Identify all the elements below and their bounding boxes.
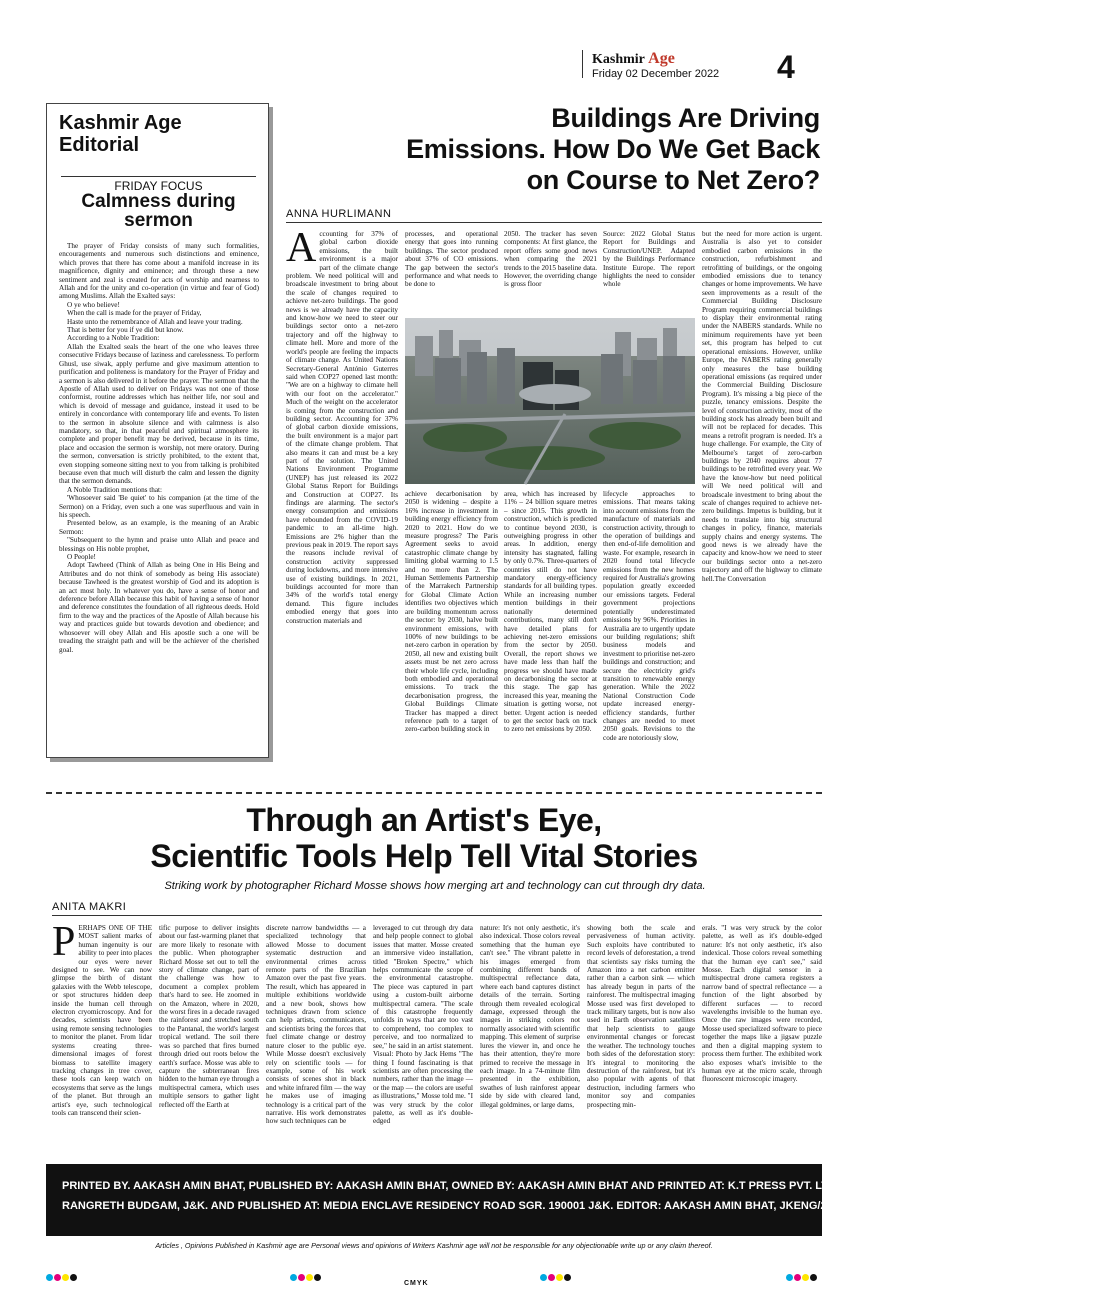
editorial-paragraph: According to a Noble Tradition: [67,334,160,343]
editorial-body [59,242,259,654]
article1-column-4-top [603,230,695,314]
column-text: Source: 2022 Global Status Report for Buildings and Construction/UNEP. Adapted by the Buildings Performance Institute Europe. The report highlights the need to consider whole [603,230,695,289]
masthead [592,50,802,86]
byline-rule [52,915,822,916]
article2-column-5 [480,924,580,1150]
black-dot-icon [810,1274,817,1281]
column-text: area, which has increased by 11% – 24 billion square metres – since 2015. This growth in construction, which is predicted to continue beyond 2030, is outweighing progress in other areas. In addition, energy intensity has stagnated, falling by only 0.7%. Three-quarters of countries still do not have mandatory energy-efficiency standards for all building types. While an increasing number mention buildings in their nationally determined contributions, many still don't have detailed plans for achieving net-zero emissions from the sector by 2050. Overall, the report shows we have made less than half the progress we should have made on decarbonising the sector at this stage. The gap has increased this year, meaning the situation is getting worse, not better. Urgent action is needed to get the sector back on track to zero net emissions by 2050. [504,490,597,734]
logo-word-age: Age [648,50,675,67]
magenta-dot-icon [548,1274,555,1281]
issue-date: Friday 02 December 2022 [592,68,720,80]
imprint-bar [46,1164,1107,1236]
editorial-title-line: Calmness during [81,191,236,212]
editorial-heading-line: Editorial [59,134,140,156]
editorial-kicker: FRIDAY FOCUS [61,176,256,193]
article1-column-4-bottom [603,490,695,758]
column-text: 2050. The tracker has seven components: At first glance, the report offers some good news when comparing the 2021 trends to the 2015 baseline data. However, the overriding change is gross floor [504,230,597,289]
city-aerial-illustration [405,318,695,484]
headline-line: Emissions. How Do We Get Back [406,134,820,164]
editorial-paragraph: Presented below, as an example, is the meaning of an Arabic Sermon: [59,519,259,536]
headline-line: Buildings Are Driving [551,103,820,133]
column-text: nature: It's not only aesthetic, it's also indexical. Those colors reveal something that the human eye can't see." The vibrant palette in his images emerged from combining different bands of multispectral reflectance data, where each band captures distinct details of the terrain. Sorting through them revealed ecological damage, expressed through the images in striking colors not normally associated with scientific mapping. This element of surprise lures the viewer in, and once he has their attention, they're more primed to receive the message in each image. In a 74-minute film presented in the exhibition, swathes of lush rainforest appear side by side with cleared land, illegal goldmines, or large dams, [480,924,580,1109]
column-text: showing both the scale and pervasiveness of human activity. Such exploits have contributed to record levels of deforestation, a trend that scientists say risks turning the Amazon into a net carbon emitter rather than a carbon sink — which has already begun in parts of the rainforest. The multispectral imaging Mosse used was first developed to track military targets, but is now also used in Earth observation satellites that help scientists to gauge environmental changes or forecast the weather. The technology touches both sides of the deforestation story: It's integral to monitoring the destruction of the rainforest, but it's also popular with agents of that destruction, including farmers who monitor soy and companies prospecting min- [587,924,695,1109]
article2-column-2 [159,924,259,1150]
article1-column-3-bottom [504,490,597,758]
article2-column-3 [266,924,366,1150]
magenta-dot-icon [794,1274,801,1281]
article1-byline: ANNA HURLIMANN [286,208,392,220]
article2-byline: ANITA MAKRI [52,901,127,913]
headline-line: Scientific Tools Help Tell Vital Stories [150,838,698,874]
article1-column-1 [286,225,398,758]
article1-column-3-top [504,230,597,314]
black-dot-icon [314,1274,321,1281]
black-dot-icon [70,1274,77,1281]
byline-rule [286,222,822,223]
city-aerial-photo [405,318,695,484]
editorial-paragraph: "Subsequent to the hymn and praise unto Allah and peace and blessings on His noble prophet, [59,536,259,553]
cyan-dot-icon [46,1274,53,1281]
column-text: lifecycle approaches to emissions. That means taking into account emissions from the manufacture of materials and construction activity, through to the operation of buildings and then end-of-life demolition and waste. For example, research in 2020 found total lifecycle emissions from the new homes required for Australia's growing population greatly exceeded our emissions targets. Federal government projections potentially underestimated emissions by 96%. Priorities in Australia are to urgently update our building regulations; shift business models and investment to prioritise net-zero buildings and construction; and secure the electricity grid's transition to renewable energy generation. While the 2022 National Construction Code update increased energy-efficiency standards, further changes are needed to meet 2050 goals. Revisions to the code are notoriously slow, [603,490,696,742]
registration-marks-right [786,1268,818,1276]
column-text: but the need for more action is urgent. Australia is also yet to consider embodied carbon emissions in the construction, refurbishment and retrofitting of buildings, or the ongoing embodied emissions due to tenancy changes or home improvements. We have seen improvements as a result of the Commercial Building Disclosure Program requiring commercial buildings to display their environmental rating under the NABERS standards. While no minimum requirements have yet been set, this program has helped to cut operational emissions. However, unlike Europe, the NABERS rating generally only measures the base building operational emissions (as required under the Commercial Building Disclosure Program). It's missing a big piece of the puzzle, tenancy emissions. Despite the level of construction activity, most of the building stock has already been built and will not be replaced for decades. This means a retrofit program is needed. It's a huge challenge. For example, the City of Melbourne's target of zero-carbon buildings by 2040 requires about 77 buildings to be retrofitted every year. We have the know-how but need political will We need political will and broadscale investment to bring about the scale of changes required to achieve net-zero buildings. Impetus is building, but it needs to translate into big structural changes in policy, finance, materials supply chains and energy systems. The good news is we already have the capacity and know-how we need to steer our buildings sector onto a net-zero trajectory and off the highway to climate hell.The Conversation [702,230,822,583]
cyan-dot-icon [540,1274,547,1281]
yellow-dot-icon [802,1274,809,1281]
yellow-dot-icon [306,1274,313,1281]
editorial-title [53,192,264,230]
headline-line: Through an Artist's Eye, [246,802,602,838]
column-text: discrete narrow bandwidths — a specialized technology that allowed Mosse to document systematic destruction and environmental crimes across remote parts of the Brazilian Amazon over the past five years. The result, which has appeared in multiple exhibitions worldwide and a new book, shows how techniques drawn from science can help artists, communicators, and scientists bring the forces that fuel climate change or destroy nature closer to the public eye. While Mosse doesn't exclusively rely on scientific tools — for example, some of his work consists of scenes shot in black and white infrared film — the way he makes use of imaging technology is a critical part of the narrative. His work demonstrates how such techniques can be [266,924,366,1126]
article1-headline [300,103,820,196]
editorial-paragraph: O People! [67,553,96,562]
cmyk-label: CMYK [404,1280,429,1287]
column-text: ERHAPS ONE OF THE MOST salient marks of human ingenuity is our ability to peer into places our eyes were never designed to see. We can now glimpse the birth of distant galaxies with the Webb telescope, or spot structures hidden deep inside the human cell through electron cryomicroscopy. And for decades, scientists have been using remote sensing technologies to monitor the planet. From lidar systems creating three-dimensional images of forest biomass to satellite imagery tracking changes in tree cover, these tools can keep watch on ecosystems that serve as the lungs of the planet. But through an artist's eye, such technological tools can transcend their scien- [52,924,152,1117]
cyan-dot-icon [786,1274,793,1281]
magenta-dot-icon [54,1274,61,1281]
column-text: processes, and operational energy that goes into running buildings. The sector produced about 37% of CO emissions. The gap between the sector's performance and what needs to be done to [405,230,498,289]
page-number: 4 [777,49,795,85]
drop-cap: P [52,919,76,965]
editorial-paragraph: 'Whosoever said 'Be quiet' to his companion (at the time of the Sermon) on a Friday, even such a one was superfluous and vain in his speech. [59,494,259,519]
article2-standfirst: Striking work by photographer Richard Mosse shows how merging art and technology can cut through dry data. [164,880,706,892]
yellow-dot-icon [62,1274,69,1281]
column-text: leveraged to cut through dry data and help people connect to global issues that matter. Mosse created an immersive video installation, titled "Broken Spectre," which helps communicate the scope of the environmental catastrophe. The piece was captured in part using a custom-built airborne multispectral camera. "The scale of this catastrophe frequently unfolds in ways that are too vast to comprehend, too complex to perceive, and too normalized to see," he said in an artist statement. Visual: Photo by Jack Hems "The thing I found fascinating is that scientists are often processing the numbers, rather than the image — or the map — the colors are useful as illustrations," Mosse told me. "I was very struck by the color palette, as well as it's double-edged [373,924,473,1126]
article2-column-1 [52,919,152,1150]
cyan-dot-icon [290,1274,297,1281]
black-dot-icon [564,1274,571,1281]
registration-marks-left [46,1268,78,1276]
column-text: achieve decarbonisation by 2050 is widening – despite a 16% increase in investment in building energy efficiency from 2020 to 2021. How do we measure progress? The Paris Agreement seeks to avoid catastrophic climate change by limiting global warming to 1.5 and no more than 2. The Human Settlements Partnership of the Marrakech Partnership for Global Climate Action identifies two objectives which are building momentum across the sector: by 2030, halve built environment emissions, with 100% of new buildings to be net-zero carbon in operation by 2050, all new and existing built assets must be net zero across their whole life cycle, including both embodied and operational emissions. To track the decarbonisation progress, the Global Buildings Climate Tracker has mapped a direct reference path to a target of zero-carbon building stock in [405,490,498,734]
article2-column-4 [373,924,473,1150]
editorial-paragraph: Adopt Tawheed (Think of Allah as being One in His Being and Attributes and do not think of somebody as being His associate) because Tawheed is the greatest worship of God and its adoption is an act most holy. In whatever you do, have a sense of honor and deference before Allah because this habit of having a sense of honor and deference constitutes the foundation of all righteous deeds. Hold firm to the way and the practices of the Apostle of Allah because his way and practices guide but towards devotion and obedience; and whosoever will obey Allah and His apostle such a one will be treading the straight path and will be the achiever of the cherished goal. [59,561,259,654]
registration-marks-mid-left [290,1268,322,1276]
editorial-box [46,103,269,758]
editorial-heading-line: Kashmir Age [59,112,182,134]
newspaper-logo [592,50,675,68]
column-text: tific purpose to deliver insights about our fast-warming planet that are more likely to resonate with the public. When photographer Richard Mosse set out to tell the story of climate change, part of the challenge was how to document a complex problem that's hard to see. He zoomed in on the Amazon, where in 2020, the worst fires in a decade ravaged the rainforest and stretched south to the Pantanal, the world's largest tropical wetland. The soil there was so parched that fires burned through dried out roots below the earth's surface. Mosse was able to capture the subterranean fires hidden to the human eye through a multispectral camera, which uses multiple sensors to gather light reflected off the Earth at [159,924,259,1109]
article2-headline [120,802,728,874]
editorial-paragraph: That is better for you if ye did but know. [67,326,184,335]
imprint-line: RANGRETH BUDGAM, J&K. AND PUBLISHED AT: MEDIA ENCLAVE RESIDENCY ROAD SGR. 190001 J&K. EDITOR: AAKASH AMIN BHAT, JKENG/2006/23952 [62,1200,879,1212]
headline-line: on Course to Net Zero? [526,165,820,195]
editorial-paragraph: Allah the Exalted seals the heart of the one who leaves three consecutive Fridays because of laziness and carelessness. To perform Ghusl, use siwak, apply perfume and give maximum attention to purification and politeness is mandatory for the Prayer of Friday and a sermon is also delivered in it before the prayer. The sermon that the Apostle of Allah used to deliver on Fridays was not one of those conformist, routine addresses which has neither life, nor soul and which is devoid of message and guidance, instead it used to be entirely in concordance with contemporary life and events. To listen to the sermon in absolute silence and with calmness is also mandatory, so that, in that peaceful and spiritual atmosphere its complete and proper benefit may be derived, because in its time, place and occasion the sermon is worship, not mere oratory. During the sermon, conversation is strictly prohibited, to the extent that, even stopping someone sitting next to you from talking is prohibited because even that much will disturb the calm and lessen the dignity that the sermon demands. [59,342,259,486]
disclaimer: Articles , Opinions Published in Kashmir age are Personal views and opinions of Writers Kashmir age will not be responsible for any objectionable write up or any claim thereof. [155,1241,713,1250]
drop-cap: A [286,225,317,271]
editorial-paragraph: Haste unto the remembrance of Allah and leave your trading. [67,317,243,326]
column-text: erals. "I was very struck by the color palette, as well as it's double-edged nature: It's not only aesthetic, it's also indexical. Those colors reveal something that the human eye can't see," said Mosse. Each digital sensor in a multispectral drone camera registers a narrow band of spectral reflectance — a function of the light absorbed by different surfaces — to record wavelengths invisible to the human eye. Once the raw images were recorded, Mosse used specialized software to piece together the maps like a jigsaw puzzle and then a digital mapping system to process them further. The exhibited work also exposes what's invisible to the human eye at the micro scale, through fluorescent microscopic imagery. [702,924,822,1084]
editorial-paragraph: A Noble Tradition mentions that: [67,485,163,494]
article1-column-2-top [405,230,498,314]
yellow-dot-icon [556,1274,563,1281]
editorial-paragraph: The prayer of Friday consists of many such formalities, encouragements and numerous such distinctions and eminence, which proves that there has come about a manifold increase in its magnificence, dignity and eminence; and through these a new sentiment and zeal is created for acts of worship and nearness to Allah and for the unity and co-operation (in virtue and fear of God) among Muslims. Allah the Exalted says: [59,242,259,301]
registration-marks-mid-right [540,1268,572,1276]
magenta-dot-icon [298,1274,305,1281]
masthead-divider [582,50,583,78]
logo-word-kashmir: Kashmir [592,52,645,67]
article1-column-5 [702,230,822,758]
editorial-title-line: sermon [124,210,193,231]
section-divider [46,792,822,794]
editorial-heading [59,112,182,156]
imprint-line: PRINTED BY. AAKASH AMIN BHAT, PUBLISHED BY: AAKASH AMIN BHAT, OWNED BY: AAKASH AMIN BHAT AND PRINTED AT: K.T PRESS PVT. LTD.120- ELECTRONIC COMPLEX INDUSTRIAL ESTATE [62,1180,1107,1192]
editorial-paragraph: When the call is made for the prayer of Friday, [67,309,202,318]
column-text: ccounting for 37% of global carbon dioxide emissions, the built environment is a major part of the climate change problem. We need political will and broadscale investment to bring about the scale of changes required to achieve net-zero buildings. The good news is we already have the capacity and know-how we need to steer our buildings sector onto a net-zero trajectory and off the highway to climate hell. More and more of the world's people are feeling the impacts of climate change. As United Nations Secretary-General António Guterres said when COP27 opened last month: "We are on a highway to climate hell with our foot on the accelerator." Much of the weight on the accelerator is coming from the construction and building sector. Accounting for 37% of global carbon dioxide emissions, the built environment is a major part of the climate change problem. That also means it can and must be a key part of the solution. The United Nations Environment Programme (UNEP) has just released its 2022 Global Status Report for Buildings and Construction at COP27. Its findings are alarming. The sector's energy consumption and emissions have rebounded from the COVID-19 pandemic to an all-time high. Emissions are 2% higher than the previous peak in 2019. The report says the reasons include revival of construction activity suppressed during lockdowns, and more intensive use of existing buildings. In 2021, buildings accounted for more than 34% of the world's total energy demand. This figure includes embodied energy that goes into construction materials and [286,230,398,625]
article1-column-2-bottom [405,490,498,758]
article2-column-6 [587,924,695,1150]
article2-column-7 [702,924,822,1150]
editorial-paragraph: O ye who believe! [67,300,120,309]
